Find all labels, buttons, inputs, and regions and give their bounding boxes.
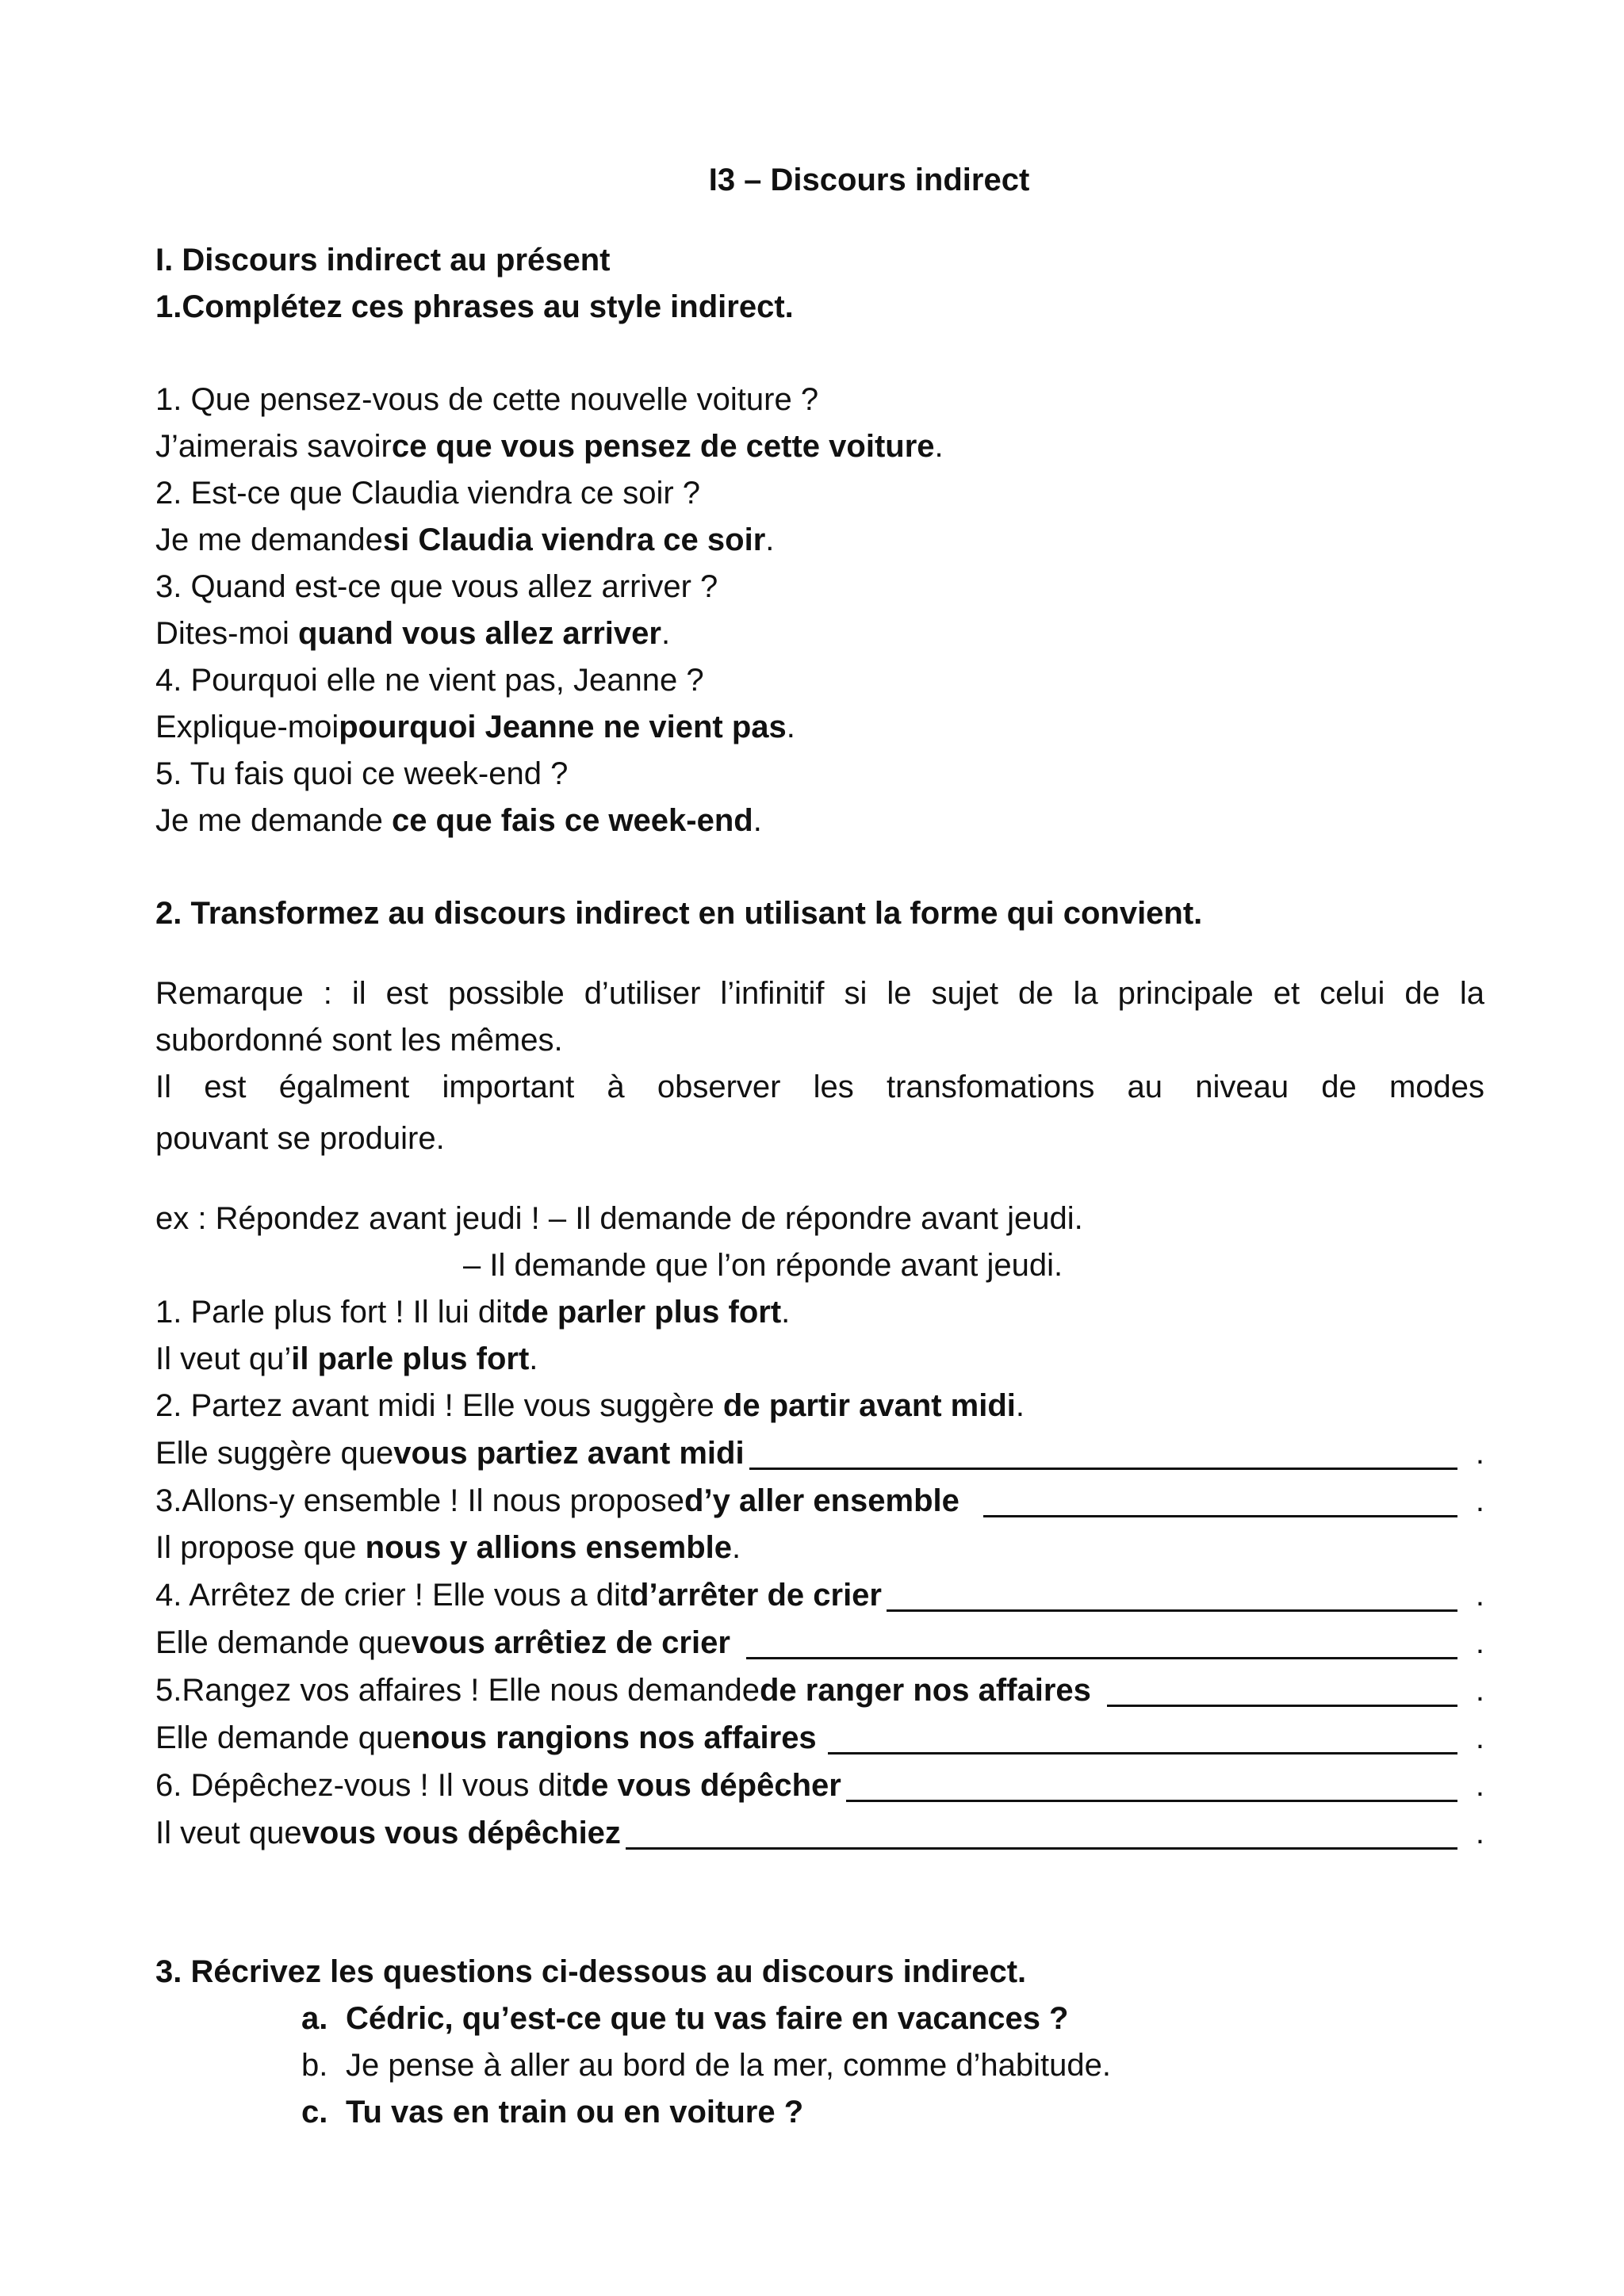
section3-heading: 3. Récrivez les questions ci-dessous au discours indirect.: [155, 1954, 1027, 1989]
question-4: 4. Pourquoi elle ne vient pas, Jeanne ?: [155, 663, 704, 698]
example-line-2: – Il demande que l’on réponde avant jeudi.: [463, 1248, 1063, 1283]
section2-heading: 2. Transformez au discours indirect en utilisant la forme qui convient.: [155, 896, 1203, 931]
answer-blank[interactable]: [983, 1483, 1457, 1517]
line-prefix: 3.Allons-y ensemble ! Il nous propose: [155, 1483, 685, 1518]
line-prefix: 1. Parle plus fort ! Il lui dit: [155, 1295, 512, 1330]
line-prefix: Il veut qu’: [155, 1341, 292, 1376]
section3-list: [155, 1996, 1484, 2136]
answer-blank[interactable]: [626, 1816, 1457, 1850]
worksheet-page: [155, 157, 1484, 2136]
remark-line: Il est égalment important à observer les transfomations au niveau de modes: [155, 1070, 1484, 1104]
transform-line-9: [155, 1667, 1484, 1714]
line-prefix: Elle demande que: [155, 1625, 412, 1660]
transform-line-10: [155, 1714, 1484, 1762]
line-answer: d’arrêter de crier: [630, 1578, 882, 1613]
list-item: [155, 1996, 1484, 2042]
line-answer: nous y allions ensemble: [365, 1530, 733, 1565]
answer-prefix: J’aimerais savoir: [155, 429, 392, 464]
list-item: [155, 2089, 1484, 2136]
line-end: .: [1015, 1388, 1025, 1423]
answer-text: ce que vous pensez de cette voiture: [391, 429, 935, 464]
line-prefix: 5.Rangez vos affaires ! Elle nous demande: [155, 1673, 760, 1708]
answer-blank[interactable]: [749, 1436, 1457, 1470]
answer-blank[interactable]: [828, 1720, 1457, 1755]
line-end: .: [1475, 1673, 1484, 1708]
line-prefix: Il propose que: [155, 1530, 366, 1565]
transform-line-6: [155, 1525, 1484, 1571]
answer-prefix: Dites-moi: [155, 616, 299, 651]
line-answer: nous rangions nos affaires: [411, 1720, 817, 1755]
answer-blank[interactable]: [1107, 1673, 1457, 1707]
line-end: .: [781, 1295, 791, 1330]
line-prefix: Il veut que: [155, 1816, 302, 1850]
question-2: 2. Est-ce que Claudia viendra ce soir ?: [155, 476, 701, 511]
page-title: I3 – Discours indirect: [708, 163, 1030, 197]
line-end: .: [1475, 1768, 1484, 1803]
answer-line-5: [155, 798, 1484, 844]
transform-line-7: [155, 1571, 1484, 1619]
list-item-text: Tu vas en train ou en voiture ?: [346, 2095, 804, 2130]
line-end: .: [732, 1530, 741, 1565]
line-end: .: [1475, 1625, 1484, 1660]
answer-line-3: [155, 610, 1484, 657]
spacer: [155, 331, 1484, 377]
section1-heading: I. Discours indirect au présent: [155, 243, 611, 277]
transform-line-11: [155, 1762, 1484, 1809]
line-prefix: 4. Arrêtez de crier ! Elle vous a dit: [155, 1578, 630, 1613]
answer-end: .: [753, 803, 762, 838]
answer-end: .: [661, 616, 671, 651]
spacer: [155, 1857, 1484, 1949]
spacer: [155, 844, 1484, 890]
answer-end: .: [934, 429, 944, 464]
line-answer: vous arrêtiez de crier: [411, 1625, 730, 1660]
transform-line-5: [155, 1477, 1484, 1525]
question-1: 1. Que pensez-vous de cette nouvelle voiture ?: [155, 382, 819, 417]
line-answer: il parle plus fort: [291, 1341, 530, 1376]
line-end: .: [1475, 1578, 1484, 1613]
section1-exercise-heading: 1.Complétez ces phrases au style indirect.: [155, 289, 794, 324]
list-marker: b.: [301, 2048, 328, 2083]
answer-blank[interactable]: [887, 1578, 1457, 1612]
line-answer: de ranger nos affaires: [759, 1673, 1091, 1708]
line-answer: vous vous dépêchiez: [301, 1816, 621, 1850]
line-answer: de parler plus fort: [511, 1295, 782, 1330]
example-line-1: ex : Répondez avant jeudi ! – Il demande de répondre avant jeudi.: [155, 1201, 1083, 1236]
transform-line-2: [155, 1336, 1484, 1383]
remark-line-end: pouvant se produire.: [155, 1121, 445, 1156]
answer-prefix: Je me demande: [155, 522, 383, 557]
line-end: .: [1475, 1816, 1484, 1850]
line-answer: d’y aller ensemble: [684, 1483, 959, 1518]
spacer: [155, 937, 1484, 970]
transform-line-8: [155, 1619, 1484, 1667]
line-end: .: [529, 1341, 538, 1376]
line-end: .: [1475, 1436, 1484, 1471]
answer-line-2: [155, 517, 1484, 564]
line-prefix: Elle demande que: [155, 1720, 412, 1755]
list-marker: a.: [301, 2001, 328, 2036]
transform-line-1: [155, 1289, 1484, 1336]
answer-prefix: Explique-moi: [155, 710, 339, 744]
transform-line-12: [155, 1809, 1484, 1857]
list-item-text: Cédric, qu’est-ce que tu vas faire en vacances ?: [346, 2001, 1069, 2036]
answer-end: .: [786, 710, 795, 744]
line-prefix: 6. Dépêchez-vous ! Il vous dit: [155, 1768, 572, 1803]
answer-line-4: [155, 704, 1484, 751]
list-item-text: Je pense à aller au bord de la mer, comme d’habitude.: [346, 2048, 1112, 2083]
line-answer: de partir avant midi: [722, 1388, 1016, 1423]
transform-line-4: [155, 1429, 1484, 1477]
question-3: 3. Quand est-ce que vous allez arriver ?: [155, 569, 718, 604]
answer-line-1: [155, 423, 1484, 470]
answer-blank[interactable]: [746, 1625, 1457, 1659]
answer-text: quand vous allez arriver: [298, 616, 661, 651]
question-5: 5. Tu fais quoi ce week-end ?: [155, 756, 569, 791]
line-end: .: [1475, 1483, 1484, 1518]
list-marker: c.: [301, 2095, 328, 2130]
line-answer: de vous dépêcher: [571, 1768, 841, 1803]
list-item: [155, 2042, 1484, 2089]
line-prefix: 2. Partez avant midi ! Elle vous suggère: [155, 1388, 723, 1423]
transform-line-3: [155, 1383, 1484, 1429]
answer-text: pourquoi Jeanne ne vient pas: [339, 710, 787, 744]
section1-items: [155, 377, 1484, 844]
spacer: [155, 1162, 1484, 1196]
remark-paragraph: Remarque : il est possible d’utiliser l’infinitif si le sujet de la principale et celui de la subordonné sont les mêmes.: [155, 976, 1484, 1058]
answer-text: ce que fais ce week-end: [391, 803, 753, 838]
answer-blank[interactable]: [846, 1768, 1457, 1802]
answer-prefix: Je me demande: [155, 803, 392, 838]
line-prefix: Elle suggère que: [155, 1436, 394, 1471]
line-end: .: [1475, 1720, 1484, 1755]
line-answer: vous partiez avant midi: [393, 1436, 745, 1471]
answer-end: .: [765, 522, 775, 557]
answer-text: si Claudia viendra ce soir: [382, 522, 766, 557]
